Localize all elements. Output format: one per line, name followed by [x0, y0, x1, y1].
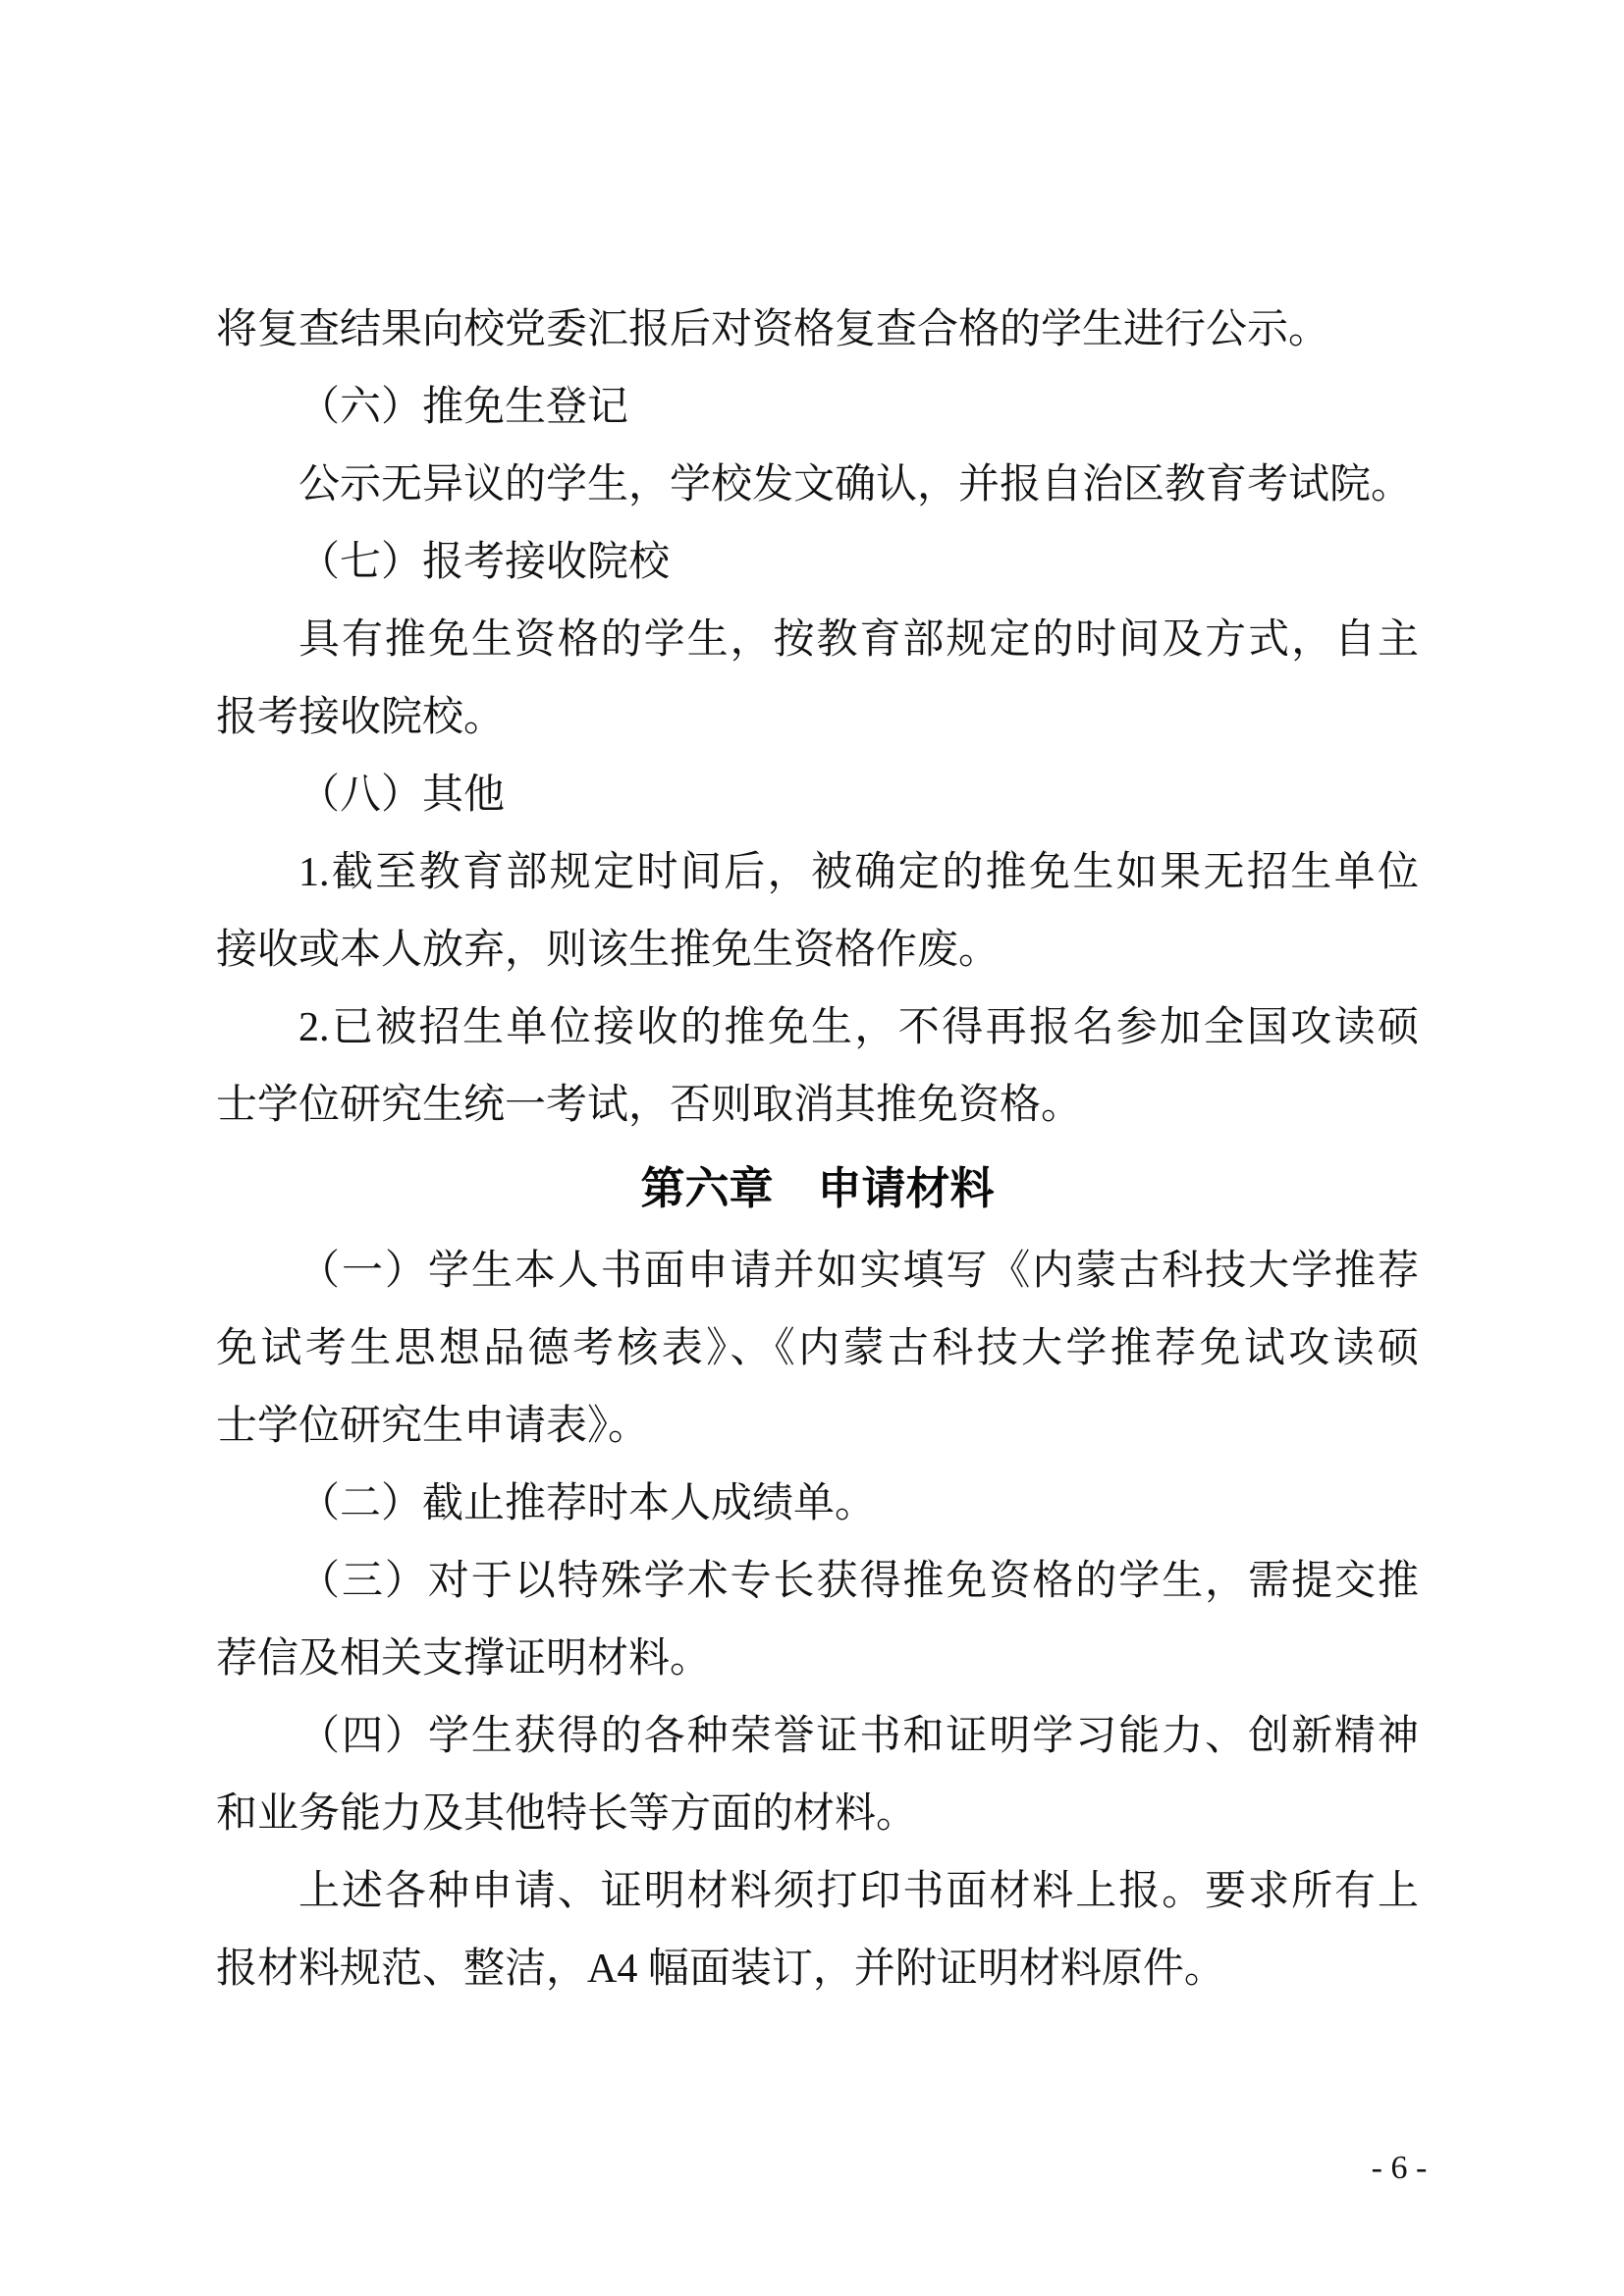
document-line: 士学位研究生统一考试，否则取消其推免资格。	[216, 1083, 1083, 1128]
document-line: （四）学生获得的各种荣誉证书和证明学习能力、创新精神	[298, 1714, 1419, 1759]
page-number: - 6 -	[1371, 2150, 1428, 2186]
document-line: （二）截止推荐时本人成绩单。	[298, 1481, 877, 1526]
page-body	[216, 292, 1419, 2008]
document-line: 将复查结果向校党委汇报后对资格复查合格的学生进行公示。	[216, 307, 1330, 352]
document-line: 报材料规范、整洁，A4 幅面装订，并附证明材料原件。	[216, 1947, 1225, 1992]
document-line: 具有推免生资格的学生，按教育部规定的时间及方式，自主	[298, 617, 1419, 663]
document-line: 和业务能力及其他特长等方面的材料。	[216, 1791, 918, 1837]
document-line: （八）其他	[298, 773, 506, 818]
document-line: （七）报考接收院校	[298, 540, 671, 585]
document-line: 荐信及相关支撑证明材料。	[216, 1636, 712, 1682]
document-line: 1.截至教育部规定时间后，被确定的推免生如果无招生单位	[298, 850, 1419, 895]
document-line: 免试考生思想品德考核表》、《内蒙古科技大学推荐免试攻读硕	[216, 1326, 1419, 1371]
document-line: 2.已被招生单位接收的推免生，不得再报名参加全国攻读硕	[298, 1005, 1419, 1050]
document-line: （六）推免生登记	[298, 385, 629, 430]
chapter-heading: 第六章 申请材料	[640, 1163, 995, 1213]
document-line: 上述各种申请、证明材料须打印书面材料上报。要求所有上	[298, 1869, 1419, 1914]
document-line: 公示无异议的学生，学校发文确认，并报自治区教育考试院。	[298, 462, 1413, 507]
document-line: （一）学生本人书面申请并如实填写《内蒙古科技大学推荐	[298, 1249, 1419, 1294]
document-line: 士学位研究生申请表》。	[216, 1404, 650, 1449]
document-line: 报考接收院校。	[216, 695, 506, 740]
document-line: （三）对于以特殊学术专长获得推免资格的学生，需提交推	[298, 1559, 1419, 1604]
document-line: 接收或本人放弃，则该生推免生资格作废。	[216, 928, 1001, 973]
